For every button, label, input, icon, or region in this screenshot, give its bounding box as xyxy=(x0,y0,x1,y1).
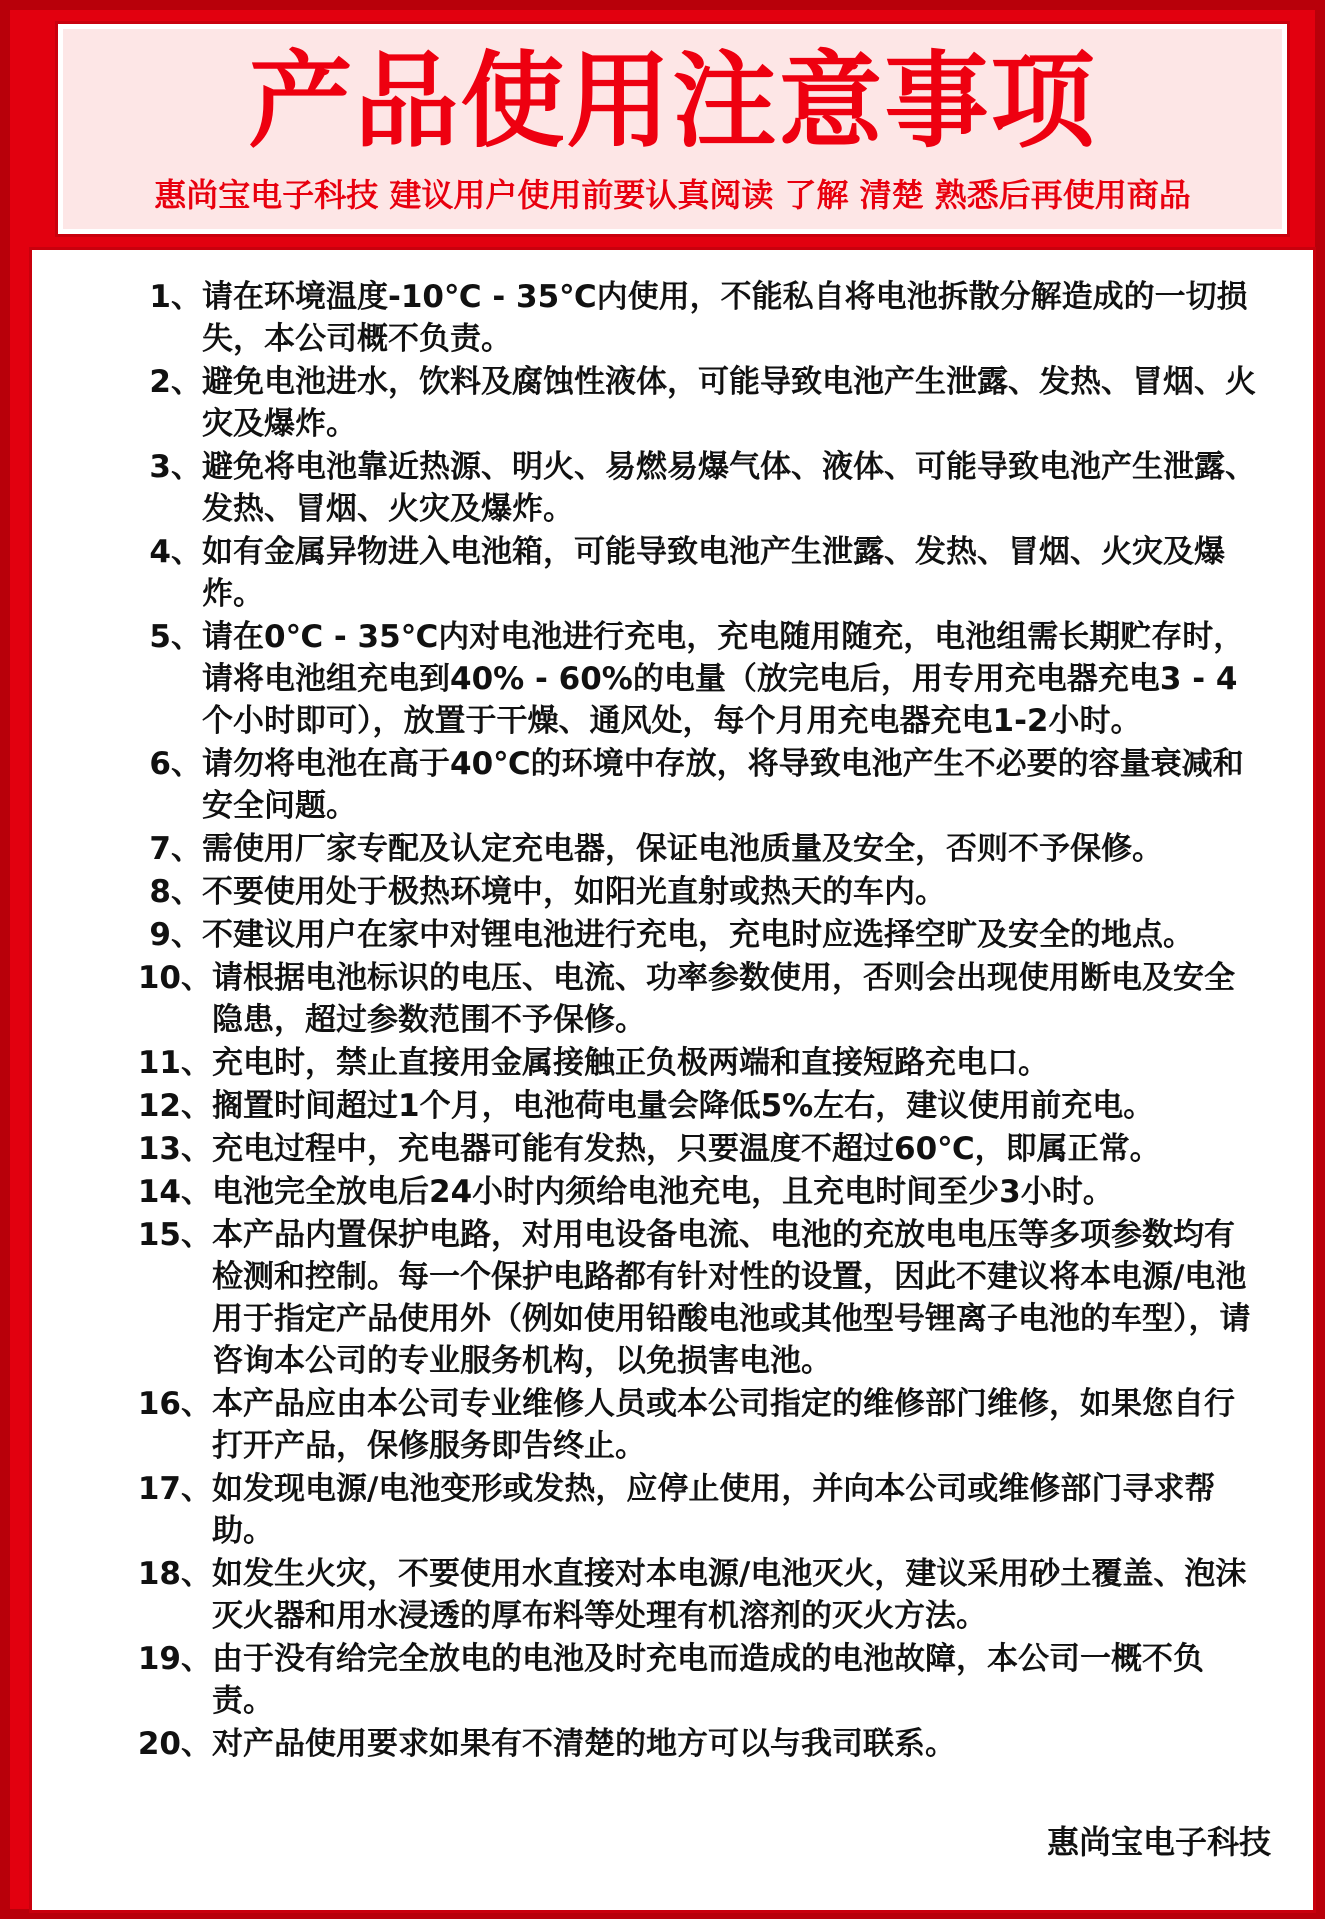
note-text: 搁置时间超过1个月，电池荷电量会降低5%左右，建议使用前充电。 xyxy=(212,1088,1155,1124)
note-number: 10、 xyxy=(137,960,212,996)
note-number: 6、 xyxy=(149,746,202,782)
note-item-14 xyxy=(66,1171,1279,1213)
header-banner xyxy=(58,24,1287,234)
note-item-16 xyxy=(66,1383,1279,1467)
note-number: 16、 xyxy=(137,1386,212,1422)
note-text: 对产品使用要求如果有不清楚的地方可以与我司联系。 xyxy=(212,1726,956,1762)
note-number: 12、 xyxy=(137,1088,212,1124)
note-text: 不建议用户在家中对锂电池进行充电，充电时应选择空旷及安全的地点。 xyxy=(202,917,1194,953)
note-text: 充电过程中，充电器可能有发热，只要温度不超过60℃，即属正常。 xyxy=(212,1131,1161,1167)
note-number: 11、 xyxy=(137,1045,212,1081)
note-number: 18、 xyxy=(137,1556,212,1592)
note-text: 本产品内置保护电路，对用电设备电流、电池的充放电电压等多项参数均有检测和控制。每一个保护电路都有针对性的设置，因此不建议将本电源/电池用于指定产品使用外（例如使用铅酸电池或其他型号锂离子电池的车型），请咨询本公司的专业服务机构，以免损害电池。 xyxy=(212,1217,1251,1379)
note-number: 7、 xyxy=(149,831,202,867)
note-number: 17、 xyxy=(137,1471,212,1507)
note-number: 9、 xyxy=(149,917,202,953)
note-text: 如有金属异物进入电池箱，可能导致电池产生泄露、发热、冒烟、火灾及爆炸。 xyxy=(202,534,1225,612)
note-text: 如发生火灾，不要使用水直接对本电源/电池灭火，建议采用砂土覆盖、泡沫灭火器和用水浸透的厚布料等处理有机溶剂的灭火方法。 xyxy=(212,1556,1247,1634)
note-number: 3、 xyxy=(149,449,202,485)
note-item-13 xyxy=(66,1128,1279,1170)
note-item-7 xyxy=(66,828,1279,870)
note-number: 8、 xyxy=(149,874,202,910)
note-item-9 xyxy=(66,914,1279,956)
note-item-10 xyxy=(66,957,1279,1041)
note-text: 避免将电池靠近热源、明火、易燃易爆气体、液体、可能导致电池产生泄露、发热、冒烟、火灾及爆炸。 xyxy=(202,449,1256,527)
note-item-6 xyxy=(66,743,1279,827)
page-title: 产品使用注意事项 xyxy=(248,40,1097,162)
note-number: 2、 xyxy=(149,364,202,400)
note-item-1 xyxy=(66,276,1279,360)
note-item-4 xyxy=(66,531,1279,615)
note-item-18 xyxy=(66,1553,1279,1637)
note-text: 请在0℃ - 35℃内对电池进行充电，充电随用随充，电池组需长期贮存时，请将电池组充电到40% - 60%的电量（放完电后，用专用充电器充电3 - 4个小时即可），放置于干燥、通风处，每个月用充电器充电1-2小时。 xyxy=(202,619,1245,739)
note-text: 由于没有给完全放电的电池及时充电而造成的电池故障，本公司一概不负责。 xyxy=(212,1641,1204,1719)
note-item-20 xyxy=(66,1723,1279,1765)
note-text: 请根据电池标识的电压、电流、功率参数使用，否则会出现使用断电及安全隐患，超过参数范围不予保修。 xyxy=(212,960,1235,1038)
note-text: 避免电池进水，饮料及腐蚀性液体，可能导致电池产生泄露、发热、冒烟、火灾及爆炸。 xyxy=(202,364,1256,442)
company-signature: 惠尚宝电子科技 xyxy=(1046,1823,1271,1861)
note-number: 13、 xyxy=(137,1131,212,1167)
note-text: 不要使用处于极热环境中，如阳光直射或热天的车内。 xyxy=(202,874,946,910)
notes-list xyxy=(36,254,1309,1765)
note-number: 15、 xyxy=(137,1217,212,1253)
note-item-8 xyxy=(66,871,1279,913)
note-number: 5、 xyxy=(149,619,202,655)
note-item-19 xyxy=(66,1638,1279,1722)
note-text: 请勿将电池在高于40℃的环境中存放，将导致电池产生不必要的容量衰减和安全问题。 xyxy=(202,746,1244,824)
page-subtitle: 惠尚宝电子科技 建议用户使用前要认真阅读 了解 清楚 熟悉后再使用商品 xyxy=(154,176,1191,214)
note-item-2 xyxy=(66,361,1279,445)
note-number: 19、 xyxy=(137,1641,212,1677)
note-text: 请在环境温度-10℃ - 35℃内使用，不能私自将电池拆散分解造成的一切损失，本公司概不负责。 xyxy=(202,279,1248,357)
note-item-12 xyxy=(66,1085,1279,1127)
note-number: 14、 xyxy=(137,1174,212,1210)
note-text: 电池完全放电后24小时内须给电池充电，且充电时间至少3小时。 xyxy=(212,1174,1114,1210)
note-text: 如发现电源/电池变形或发热，应停止使用，并向本公司或维修部门寻求帮助。 xyxy=(212,1471,1216,1549)
note-item-3 xyxy=(66,446,1279,530)
note-text: 需使用厂家专配及认定充电器，保证电池质量及安全，否则不予保修。 xyxy=(202,831,1163,867)
note-item-15 xyxy=(66,1214,1279,1382)
note-number: 4、 xyxy=(149,534,202,570)
note-item-11 xyxy=(66,1042,1279,1084)
note-number: 20、 xyxy=(137,1726,212,1762)
note-item-5 xyxy=(66,616,1279,742)
note-text: 充电时，禁止直接用金属接触正负极两端和直接短路充电口。 xyxy=(212,1045,1049,1081)
notes-panel xyxy=(32,250,1313,1910)
note-number: 1、 xyxy=(149,279,202,315)
note-item-17 xyxy=(66,1468,1279,1552)
note-text: 本产品应由本公司专业维修人员或本公司指定的维修部门维修，如果您自行打开产品，保修服务即告终止。 xyxy=(212,1386,1235,1464)
